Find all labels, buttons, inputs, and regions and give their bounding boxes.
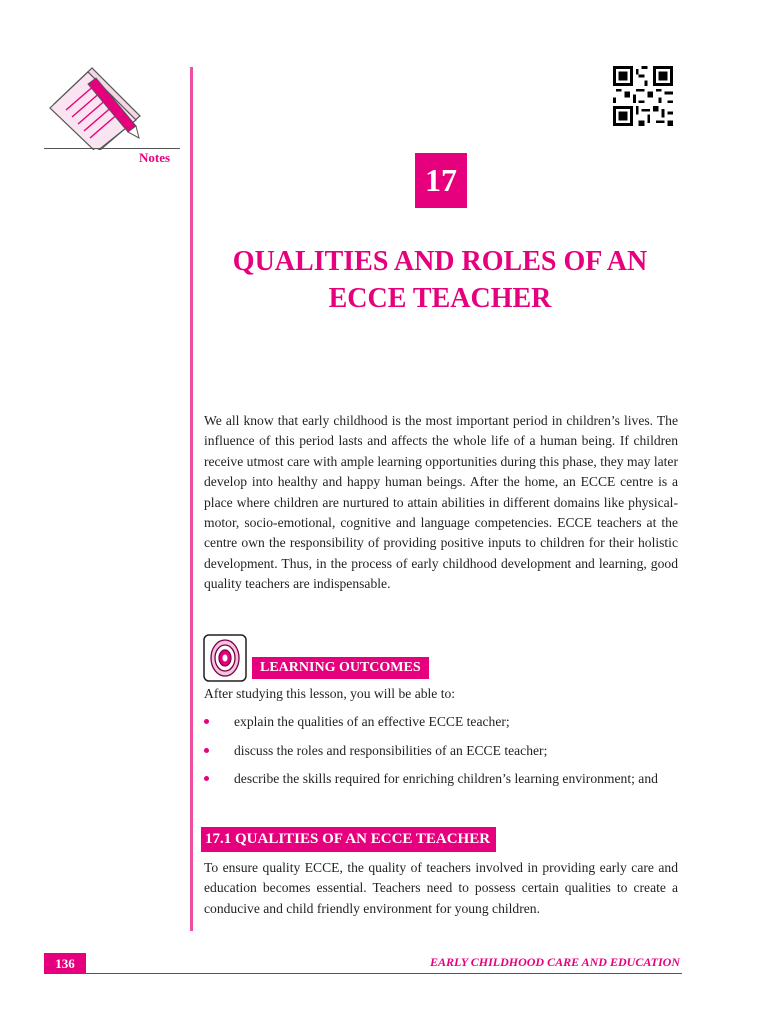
page-number: 136 bbox=[44, 953, 86, 974]
learning-outcomes-heading: LEARNING OUTCOMES bbox=[252, 657, 429, 679]
chapter-title bbox=[200, 243, 680, 317]
learning-outcomes-intro: After studying this lesson, you will be able to: bbox=[204, 686, 456, 701]
bullet-icon bbox=[204, 719, 209, 724]
intro-paragraph: We all know that early childhood is the most important period in children’s lives. The influence of this period lasts and affects the whole life of a human being. If children receive utmost care with ample learning opportunities during this phase, they may later develop into healthy and happy human beings. After the home, an ECCE centre is a place where children are nurtured to attain abilities in different domains like physical-motor, socio-emotional, cognitive and language competencies. ECCE teachers at the centre own the responsibility of providing positive inputs to children for their holistic development. Thus, in the process of early childhood development and learning, good quality teachers are indispensable. bbox=[204, 413, 678, 592]
section-heading: 17.1 QUALITIES OF AN ECCE TEACHER bbox=[201, 827, 496, 852]
list-item bbox=[204, 769, 678, 789]
section-paragraph: To ensure quality ECCE, the quality of teachers involved in providing early care and education becomes essential. Teachers need to possess certain qualities to create a conducive and child friendly environment for young children. bbox=[204, 860, 678, 916]
chapter-number: 17 bbox=[415, 153, 467, 208]
qr-code bbox=[613, 66, 673, 126]
chapter-title-line-1: QUALITIES AND ROLES OF AN bbox=[232, 246, 648, 277]
footer-book-title: EARLY CHILDHOOD CARE AND EDUCATION bbox=[429, 955, 680, 969]
notes-icon bbox=[44, 64, 144, 150]
list-item bbox=[204, 741, 678, 761]
bullet-icon bbox=[204, 748, 209, 753]
target-icon bbox=[203, 634, 247, 682]
list-item bbox=[204, 712, 678, 732]
footer-rule bbox=[86, 973, 682, 974]
list-item-text: discuss the roles and responsibilities of an ECCE teacher; bbox=[234, 743, 548, 758]
notes-rule bbox=[44, 148, 180, 149]
notes-label: Notes bbox=[139, 150, 171, 165]
margin-rule bbox=[190, 67, 193, 931]
list-item-text: describe the skills required for enriching children’s learning environment; and bbox=[234, 771, 658, 786]
list-item-text: explain the qualities of an effective ECCE teacher; bbox=[234, 714, 510, 729]
chapter-title-line-2: ECCE TEACHER bbox=[328, 283, 552, 314]
bullet-icon bbox=[204, 776, 209, 781]
